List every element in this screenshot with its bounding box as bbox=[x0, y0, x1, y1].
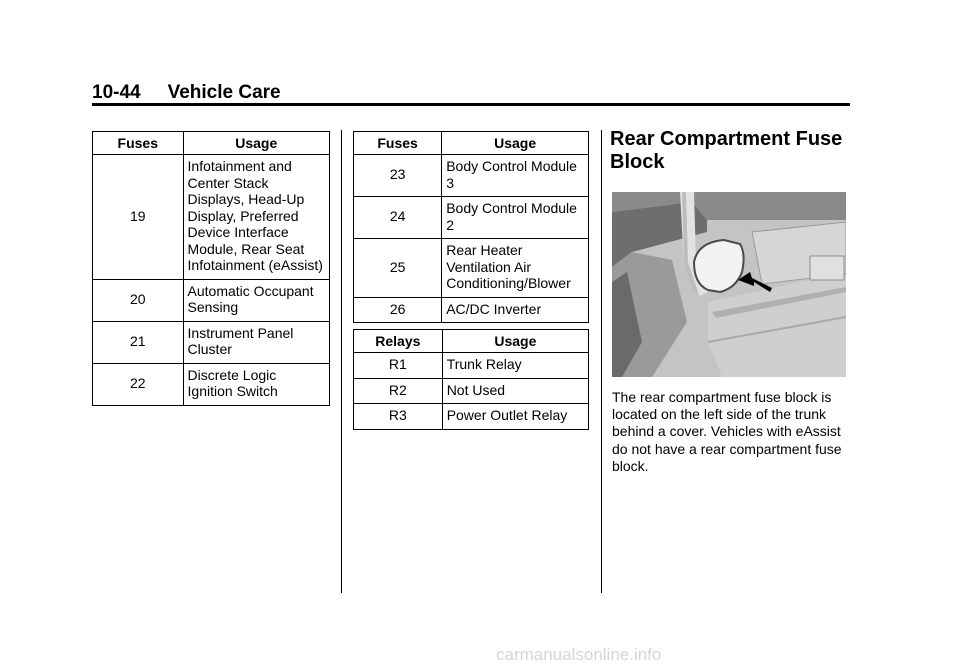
fuse-number: 25 bbox=[354, 239, 442, 298]
column-divider bbox=[601, 130, 602, 593]
fuse-number: 23 bbox=[354, 155, 442, 197]
header-rule bbox=[92, 103, 850, 106]
fuse-usage: Rear Heater Ventilation Air Conditioning/Blower bbox=[442, 239, 589, 298]
fuse-table-2 bbox=[353, 131, 589, 323]
fuse-number: 20 bbox=[93, 279, 184, 321]
fuse-usage: Body Control Module 3 bbox=[442, 155, 589, 197]
relay-number: R1 bbox=[354, 353, 443, 379]
table-row bbox=[354, 239, 589, 298]
page-number: 10-44 bbox=[92, 82, 141, 103]
column-header: Usage bbox=[442, 132, 589, 155]
column-header: Relays bbox=[354, 330, 443, 353]
fuse-usage: Automatic Occupant Sensing bbox=[183, 279, 329, 321]
fuse-usage: Instrument Panel Cluster bbox=[183, 321, 329, 363]
fuse-usage: AC/DC Inverter bbox=[442, 297, 589, 323]
column-header: Fuses bbox=[354, 132, 442, 155]
table-row bbox=[354, 297, 589, 323]
page-header bbox=[92, 82, 281, 104]
fuse-number: 26 bbox=[354, 297, 442, 323]
table-row bbox=[354, 155, 589, 197]
table-row bbox=[93, 155, 330, 280]
fuse-number: 21 bbox=[93, 321, 184, 363]
column-header: Usage bbox=[183, 132, 329, 155]
relay-number: R3 bbox=[354, 404, 443, 430]
relay-table bbox=[353, 329, 589, 430]
description-paragraph: The rear compartment fuse block is located on the left side of the trunk behind a cover. Vehicles with eAssist do not have a rear compartment fuse block. bbox=[612, 389, 842, 474]
fuse-number: 24 bbox=[354, 197, 442, 239]
column-divider bbox=[341, 130, 342, 593]
fuse-table-1 bbox=[92, 131, 330, 406]
table-row bbox=[93, 279, 330, 321]
table-header-row bbox=[354, 330, 589, 353]
table-row bbox=[354, 378, 589, 404]
table-header-row bbox=[354, 132, 589, 155]
watermark: carmanualsonline.info bbox=[496, 645, 662, 664]
table-row bbox=[93, 321, 330, 363]
table-row bbox=[93, 363, 330, 405]
fuse-number: 22 bbox=[93, 363, 184, 405]
fuse-usage: Infotainment and Center Stack Displays, Head-Up Display, Preferred Device Interface Module, Rear Seat Infotainment (eAssist) bbox=[183, 155, 329, 280]
relay-usage: Power Outlet Relay bbox=[442, 404, 588, 430]
trunk-fuse-block-photo bbox=[612, 192, 846, 377]
section-title-header: Vehicle Care bbox=[167, 82, 281, 103]
relay-usage: Trunk Relay bbox=[442, 353, 588, 379]
column-header: Fuses bbox=[93, 132, 184, 155]
fuse-number: 19 bbox=[93, 155, 184, 280]
relay-number: R2 bbox=[354, 378, 443, 404]
table-header-row bbox=[93, 132, 330, 155]
table-row bbox=[354, 404, 589, 430]
column-header: Usage bbox=[442, 330, 588, 353]
table-row bbox=[354, 197, 589, 239]
fuse-usage: Body Control Module 2 bbox=[442, 197, 589, 239]
fuse-usage: Discrete Logic Ignition Switch bbox=[183, 363, 329, 405]
table-row bbox=[354, 353, 589, 379]
section-heading: Rear Compartment Fuse Block bbox=[610, 128, 843, 173]
relay-usage: Not Used bbox=[442, 378, 588, 404]
